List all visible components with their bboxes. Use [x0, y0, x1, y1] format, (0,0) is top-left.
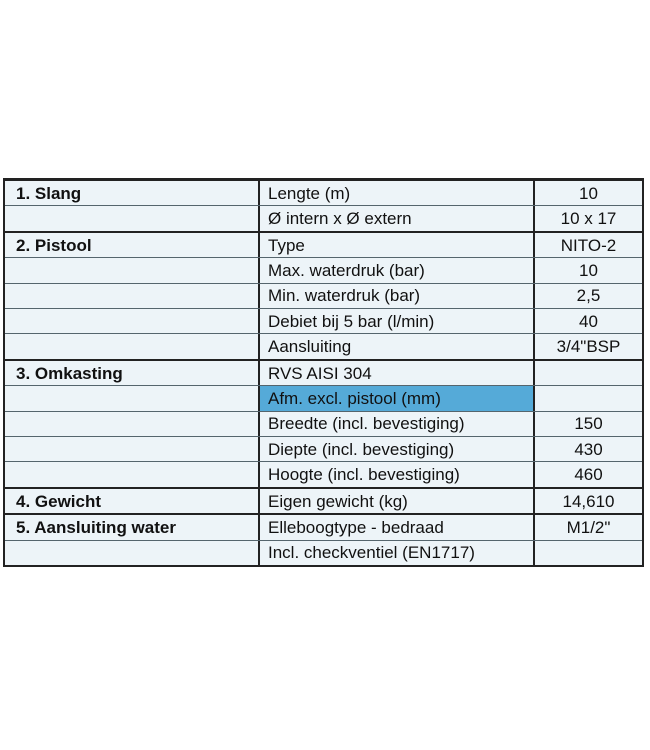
- property-cell: RVS AISI 304: [260, 361, 535, 385]
- spec-row: [5, 283, 642, 308]
- value-cell: [535, 386, 642, 410]
- value-cell: 10: [579, 183, 598, 203]
- property-cell: Diepte (incl. bevestiging): [260, 437, 535, 461]
- category-cell: [5, 284, 260, 308]
- spec-row: [5, 540, 642, 565]
- spec-row: [5, 411, 642, 436]
- value-cell: 2,5: [576, 286, 601, 306]
- category-cell: [5, 258, 260, 282]
- property-cell: Incl. checkventiel (EN1717): [260, 541, 535, 565]
- value-cell: [535, 361, 642, 385]
- spec-row: [5, 333, 642, 358]
- value-cell: M1/2": [566, 517, 611, 537]
- spec-row: [5, 461, 642, 486]
- spec-row: [5, 231, 642, 257]
- spec-row: [5, 487, 642, 513]
- spec-row: [5, 385, 642, 410]
- property-cell: Max. waterdruk (bar): [260, 258, 535, 282]
- value-cell: [535, 541, 642, 565]
- property-cell: Min. waterdruk (bar): [260, 284, 535, 308]
- property-cell: Ø intern x Ø extern: [260, 206, 535, 230]
- category-cell: [5, 462, 260, 486]
- spec-row: [5, 181, 642, 205]
- value-cell: 14,610: [562, 491, 615, 511]
- value-cell: 40: [579, 311, 598, 331]
- category-cell: [5, 541, 260, 565]
- value-cell: 430: [574, 439, 603, 459]
- property-cell: Elleboogtype - bedraad: [260, 515, 535, 539]
- category-cell: [5, 334, 260, 358]
- category-cell: [5, 412, 260, 436]
- value-cell: 10 x 17: [560, 209, 617, 229]
- property-cell: Breedte (incl. bevestiging): [260, 412, 535, 436]
- category-cell: 3. Omkasting: [5, 361, 260, 385]
- property-cell: Debiet bij 5 bar (l/min): [260, 309, 535, 333]
- value-cell: 10: [579, 260, 598, 280]
- spec-row: [5, 205, 642, 230]
- category-cell: 5. Aansluiting water: [5, 515, 260, 539]
- specification-table: [3, 178, 644, 567]
- category-cell: [5, 309, 260, 333]
- spec-row: [5, 257, 642, 282]
- category-cell: [5, 386, 260, 410]
- spec-row: [5, 359, 642, 385]
- category-cell: 4. Gewicht: [5, 489, 260, 513]
- property-cell: Aansluiting: [260, 334, 535, 358]
- value-cell: NITO-2: [560, 235, 617, 255]
- spec-row: [5, 513, 642, 539]
- property-cell: Hoogte (incl. bevestiging): [260, 462, 535, 486]
- value-cell: 3/4"BSP: [556, 337, 621, 357]
- value-cell: 150: [574, 414, 603, 434]
- spec-row: [5, 308, 642, 333]
- property-cell: Type: [260, 233, 535, 257]
- value-cell: 460: [574, 465, 603, 485]
- spec-row: [5, 436, 642, 461]
- property-cell: Lengte (m): [260, 181, 535, 205]
- category-cell: 2. Pistool: [5, 233, 260, 257]
- category-cell: [5, 206, 260, 230]
- highlighted-property-cell: Afm. excl. pistool (mm): [260, 386, 535, 410]
- category-cell: 1. Slang: [5, 181, 260, 205]
- category-cell: [5, 437, 260, 461]
- property-cell: Eigen gewicht (kg): [260, 489, 535, 513]
